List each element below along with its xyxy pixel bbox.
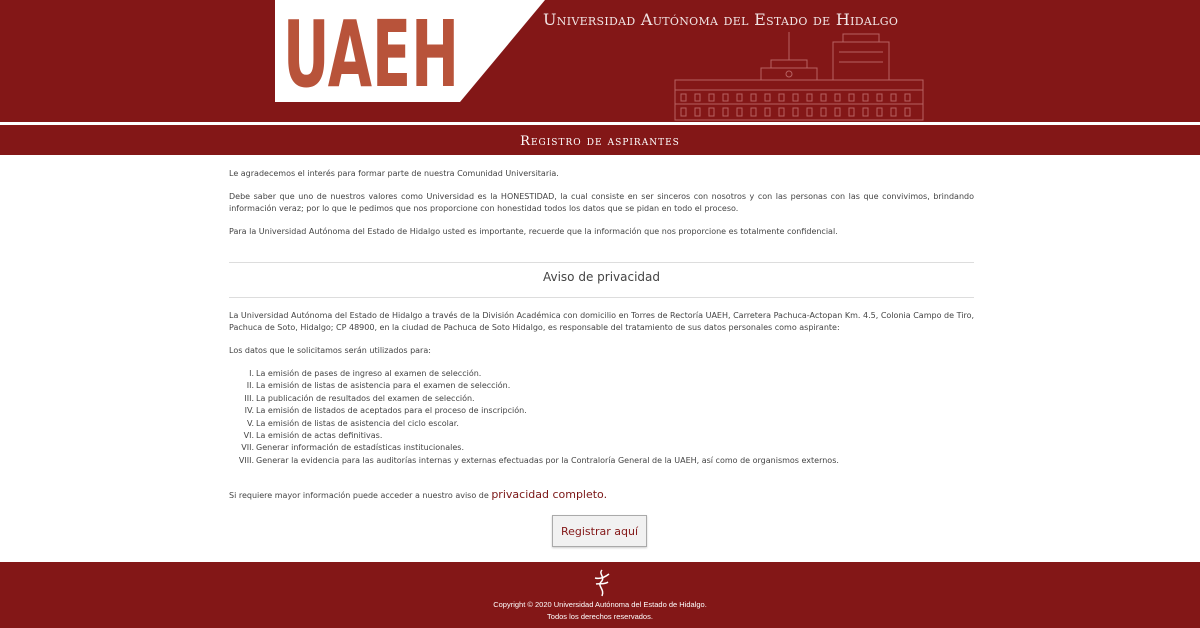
list-item-number: III. — [244, 393, 254, 403]
list-item-text: Generar información de estadísticas institucionales. — [256, 443, 464, 453]
list-item-number: II. — [246, 381, 254, 391]
list-item — [229, 455, 839, 467]
footer — [0, 562, 1200, 628]
list-item-text: La emisión de actas definitivas. — [256, 431, 383, 441]
list-item-number: V. — [247, 418, 254, 428]
list-item-number: VI. — [243, 431, 254, 441]
footer-logo-icon — [590, 568, 614, 598]
list-item-number: VIII. — [238, 455, 254, 465]
intro-paragraph-2: Debe saber que uno de nuestros valores como Universidad es la HONESTIDAD, la cual consiste en ser sinceros con nosotros y con las personas con las que convivimos, brindando información veraz; por lo que le pedimos que nos proporcione con honestidad todos los datos que se pidan en todo el proceso. — [229, 192, 974, 213]
copyright-text: Copyright © 2020 Universidad Autónoma del Estado de Hidalgo. — [493, 600, 707, 609]
intro-paragraph-3: Para la Universidad Autónoma del Estado de Hidalgo usted es importante, recuerde que la información que nos proporcione es totalmente confidencial. — [229, 227, 838, 236]
list-item-text: Generar la evidencia para las auditorías internas y externas efectuadas por la Contraloría General de la UAEH, así como de organismos externos. — [256, 455, 839, 465]
list-item — [229, 368, 839, 380]
privacy-full-link[interactable]: privacidad completo. — [491, 488, 608, 501]
page-title: Registro de aspirantes — [520, 134, 680, 149]
rights-text: Todos los derechos reservados. — [547, 612, 653, 621]
privacy-notice-body — [229, 310, 974, 334]
intro-section — [229, 168, 974, 238]
divider-bottom — [229, 297, 974, 298]
list-item — [229, 393, 839, 405]
banner — [275, 0, 927, 122]
list-item-text: La emisión de listados de aceptados para el proceso de inscripción. — [256, 406, 527, 416]
list-item — [229, 380, 839, 392]
intro-paragraph-1: Le agradecemos el interés para formar parte de nuestra Comunidad Universitaria. — [229, 169, 559, 178]
privacy-paragraph: La Universidad Autónoma del Estado de Hidalgo a través de la División Académica con domicilio en Torres de Rectoría UAEH, Carretera Pachuca-Actopan Km. 4.5, Colonia Campo de Tiro, Pachuca de Soto, Hidalgo; CP 48900, en la ciudad de Pachuca de Soto Hidalgo, es responsable del tratamiento de sus datos personales como aspirante: — [229, 311, 974, 332]
university-name: Universidad Autónoma del Estado de Hidalgo — [543, 10, 899, 29]
footer-text — [0, 599, 1200, 623]
title-bar — [0, 125, 1200, 155]
list-item-number: I. — [249, 369, 254, 378]
list-item-text: La emisión de listas de asistencia para el examen de selección. — [256, 381, 511, 391]
divider-top — [229, 262, 974, 263]
list-item-number: VII. — [241, 443, 254, 453]
list-item-number: IV. — [244, 406, 254, 416]
header — [0, 0, 1200, 122]
list-item — [229, 442, 839, 454]
building-illustration — [673, 32, 925, 122]
list-item — [229, 405, 839, 417]
data-usage-label: Los datos que le solicitamos serán utilizados para: — [229, 346, 431, 355]
logo-text: UAEH — [283, 1, 459, 108]
list-item — [229, 418, 839, 430]
privacy-notice-title: Aviso de privacidad — [542, 270, 661, 284]
register-button[interactable]: Registrar aquí — [552, 515, 647, 547]
uaeh-logo — [283, 1, 461, 108]
list-item-text: La emisión de pases de ingreso al examen de selección. — [256, 369, 482, 378]
more-info-text: Si requiere mayor información puede acceder a nuestro aviso de — [229, 491, 489, 500]
list-item-text: La emisión de listas de asistencia del ciclo escolar. — [256, 418, 459, 428]
data-usage-list — [229, 368, 839, 467]
list-item-text: La publicación de resultados del examen de selección. — [256, 393, 475, 403]
more-info-line — [229, 488, 607, 501]
list-item — [229, 430, 839, 442]
